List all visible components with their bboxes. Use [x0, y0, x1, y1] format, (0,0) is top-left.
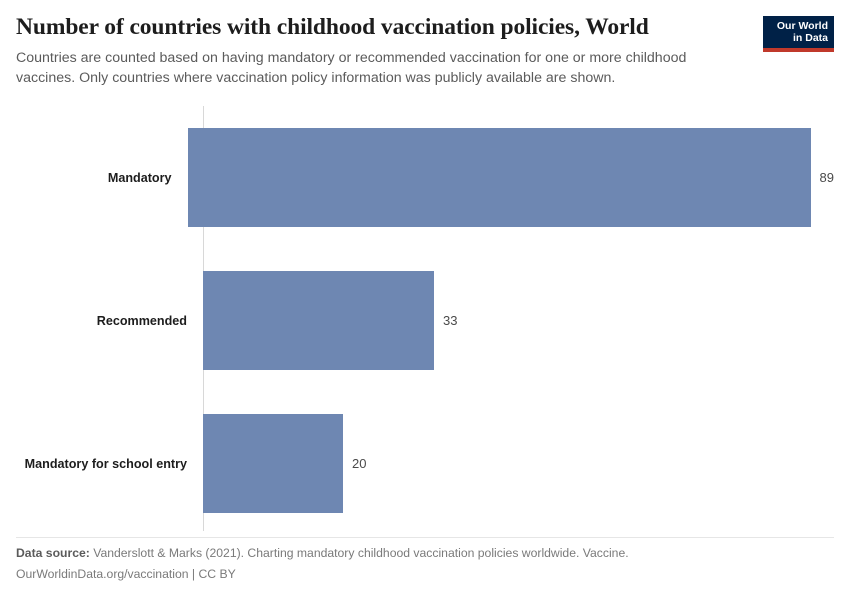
bar-track-mandatory	[188, 106, 834, 249]
bar-row-recommended[interactable]	[16, 249, 834, 392]
bar-mandatory[interactable]	[188, 128, 811, 227]
bar-recommended[interactable]	[203, 271, 434, 370]
bar-value-mandatory: 89	[819, 170, 834, 186]
data-source-text: Vanderslott & Marks (2021). Charting mandatory childhood vaccination policies worldwide. Vaccine.	[93, 545, 629, 560]
bar-track-recommended	[203, 249, 834, 392]
bar-row-mandatory-for-school-entry[interactable]	[16, 392, 834, 535]
logo-line-1: Our World	[776, 20, 828, 32]
owid-link[interactable]: OurWorldinData.org/vaccination | CC BY	[16, 566, 236, 581]
bar-value-mandatory-for-school-entry: 20	[352, 456, 367, 472]
plot-area	[16, 106, 834, 536]
bar-value-recommended: 33	[443, 313, 458, 329]
footer-divider	[16, 537, 834, 538]
data-source-line	[16, 543, 834, 563]
credit-line	[16, 564, 834, 584]
chart-subtitle: Countries are counted based on having mandatory or recommended vaccination for one or more childhood vaccines. Only countries where vaccination policy information was publicly available are shown.	[16, 50, 687, 87]
our-world-in-data-logo[interactable]	[763, 16, 834, 52]
bar-label-recommended: Recommended	[96, 313, 187, 328]
data-source-label: Data source:	[16, 545, 90, 560]
bar-rows	[16, 106, 834, 535]
chart-footer	[16, 543, 834, 584]
bar-label-mandatory-for-school-entry: Mandatory for school entry	[24, 456, 187, 471]
bar-row-mandatory[interactable]	[16, 106, 834, 249]
bar-mandatory-for-school-entry[interactable]	[203, 414, 343, 513]
page-title: Number of countries with childhood vaccination policies, World	[16, 14, 649, 40]
chart-header	[16, 14, 834, 88]
bar-chart	[16, 106, 834, 536]
bar-label-mandatory: Mandatory	[107, 170, 172, 185]
logo-line-2: in Data	[792, 32, 828, 45]
bar-track-mandatory-for-school-entry	[203, 392, 834, 535]
